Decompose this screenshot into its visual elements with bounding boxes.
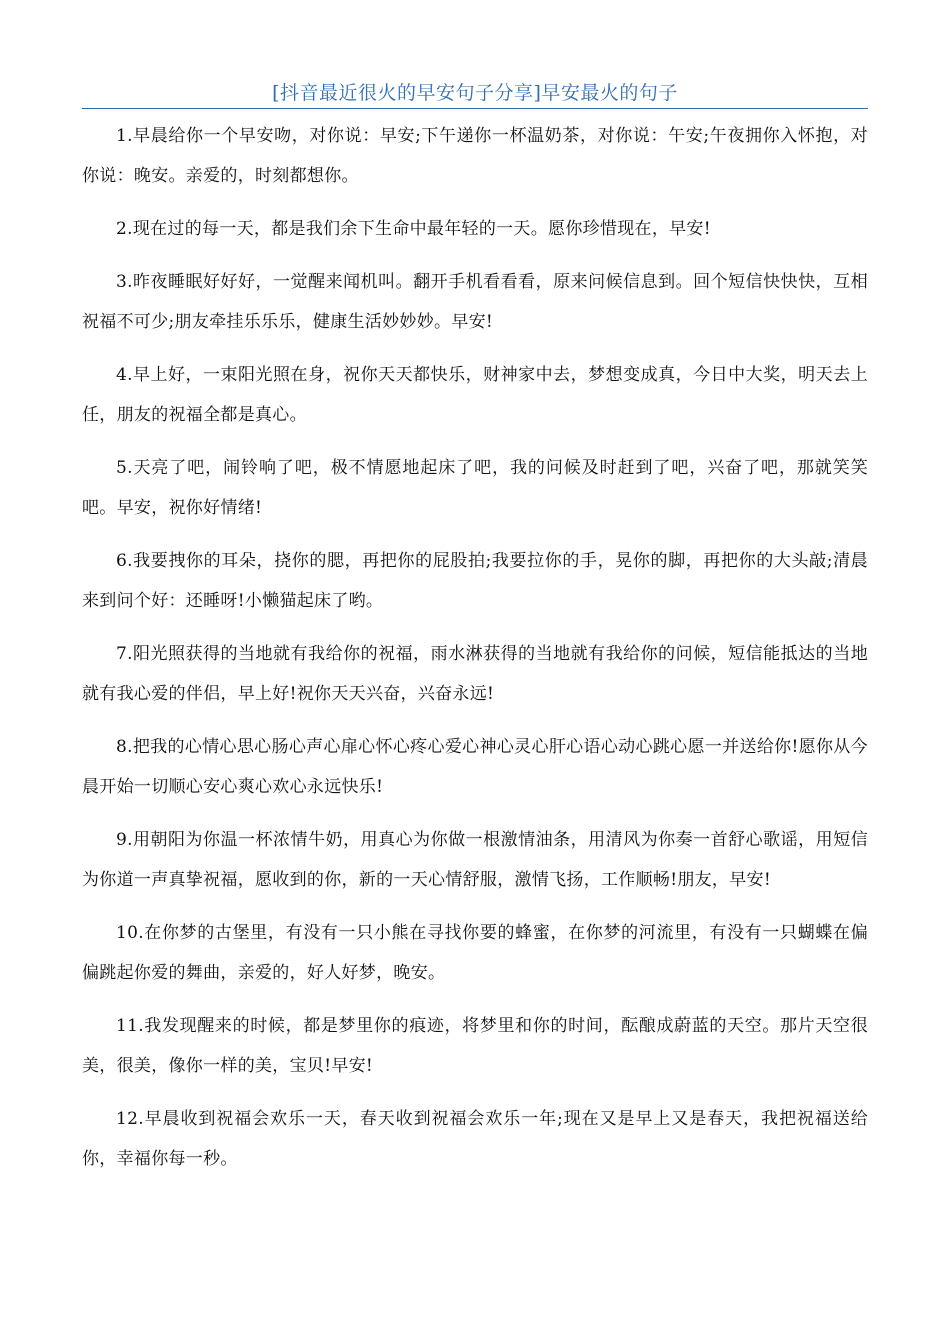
paragraph-12: 12.早晨收到祝福会欢乐一天，春天收到祝福会欢乐一年;现在又是早上又是春天，我把祝福送给你，幸福你每一秒。 (82, 1109, 868, 1169)
paragraph-8: 8.把我的心情心思心肠心声心扉心怀心疼心爱心神心灵心肝心语心动心跳心愿一并送给你!愿你从今晨开始一切顺心安心爽心欢心永远快乐! (82, 737, 868, 797)
paragraph-3: 3.昨夜睡眠好好好，一觉醒来闻机叫。翻开手机看看看，原来问候信息到。回个短信快快快，互相祝福不可少;朋友牵挂乐乐乐，健康生活妙妙妙。早安! (82, 272, 868, 332)
paragraph-9: 9.用朝阳为你温一杯浓情牛奶，用真心为你做一根激情油条，用清风为你奏一首舒心歌谣，用短信为你道一声真挚祝福，愿收到的你，新的一天心情舒服，激情飞扬，工作顺畅!朋友，早安! (82, 830, 868, 890)
document-body (82, 116, 868, 1192)
document-title: [抖音最近很火的早安句子分享]早安最火的句子 (272, 82, 678, 104)
paragraph-10: 10.在你梦的古堡里，有没有一只小熊在寻找你要的蜂蜜，在你梦的河流里，有没有一只蝴蝶在偏偏跳起你爱的舞曲，亲爱的，好人好梦，晚安。 (82, 923, 868, 983)
paragraph-6: 6.我要拽你的耳朵，挠你的腮，再把你的屁股拍;我要拉你的手，晃你的脚，再把你的大头敲;清晨来到问个好：还睡呀!小懒猫起床了哟。 (82, 551, 868, 611)
paragraph-7: 7.阳光照获得的当地就有我给你的祝福，雨水淋获得的当地就有我给你的问候，短信能抵达的当地就有我心爱的伴侣，早上好!祝你天天兴奋，兴奋永远! (82, 644, 868, 704)
title-underline (82, 108, 868, 109)
paragraph-5: 5.天亮了吧，闹铃响了吧，极不情愿地起床了吧，我的问候及时赶到了吧，兴奋了吧，那就笑笑吧。早安，祝你好情绪! (82, 458, 868, 518)
paragraph-1: 1.早晨给你一个早安吻，对你说：早安;下午递你一杯温奶茶，对你说：午安;午夜拥你入怀抱，对你说：晚安。亲爱的，时刻都想你。 (82, 126, 868, 186)
paragraph-4: 4.早上好，一束阳光照在身，祝你天天都快乐，财神家中去，梦想变成真，今日中大奖，明天去上任，朋友的祝福全都是真心。 (82, 365, 868, 425)
paragraph-11: 11.我发现醒来的时候，都是梦里你的痕迹，将梦里和你的时间，酝酿成蔚蓝的天空。那片天空很美，很美，像你一样的美，宝贝!早安! (82, 1016, 868, 1076)
paragraph-2: 2.现在过的每一天，都是我们余下生命中最年轻的一天。愿你珍惜现在，早安! (116, 219, 711, 239)
